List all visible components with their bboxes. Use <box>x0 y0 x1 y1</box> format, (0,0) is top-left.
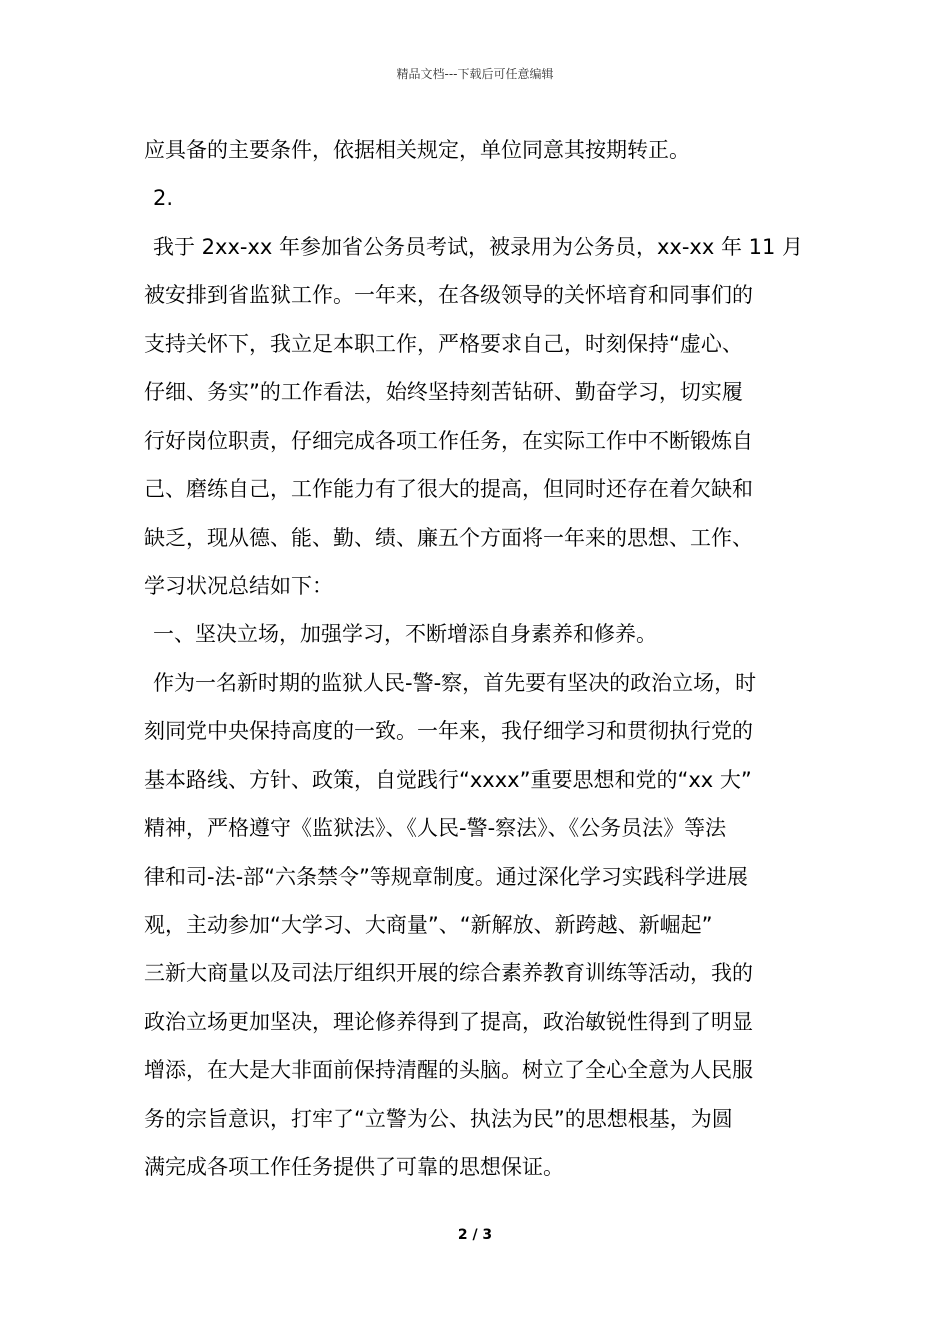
text-line-7: 行好岗位职责，仔细完成各项工作任务，在实际工作中不断锻炼自 <box>144 428 753 453</box>
text-line-12: 作为一名新时期的监狱人民-警-察，首先要有坚决的政治立场，时 <box>153 670 757 695</box>
page-number: 2 / 3 <box>457 1227 493 1243</box>
text-line-4: 被安排到省监狱工作。一年来，在各级领导的关怀培育和同事们的 <box>144 283 753 308</box>
text-line-1: 应具备的主要条件，依据相关规定，单位同意其按期转正。 <box>144 138 690 162</box>
text-line-15: 精神，严格遵守《监狱法》、《人民-警-察法》、《公务员法》等法 <box>144 816 727 841</box>
text-line-20: 增添，在大是大非面前保持清醒的头脑。树立了全心全意为人民服 <box>144 1058 753 1083</box>
text-line-10: 学习状况总结如下： <box>144 573 333 598</box>
text-line-22: 满完成各项工作任务提供了可靠的思想保证。 <box>144 1155 564 1180</box>
text-line-8: 己、磨练自己，工作能力有了很大的提高，但同时还存在着欠缺和 <box>144 477 753 502</box>
section-heading: 一、坚决立场，加强学习，不断增添自身素养和修养。 <box>153 622 657 647</box>
text-line-9: 缺乏，现从德、能、勤、绩、廉五个方面将一年来的思想、工作、 <box>144 525 753 550</box>
text-line-3: 我于 2xx-xx 年参加省公务员考试，被录用为公务员，xx-xx 年 11 月 <box>153 234 804 259</box>
document-body <box>144 126 812 1192</box>
text-line-2: 2. <box>153 186 174 211</box>
text-line-5: 支持关怀下，我立足本职工作，严格要求自己，时刻保持“虚心、 <box>144 331 743 356</box>
text-line-6: 仔细、务实”的工作看法，始终坚持刻苦钻研、勤奋学习，切实履 <box>144 380 743 405</box>
text-line-16: 律和司-法-部“六条禁令”等规章制度。通过深化学习实践科学进展 <box>144 864 748 889</box>
text-line-19: 政治立场更加坚决，理论修养得到了提高，政治敏锐性得到了明显 <box>144 1009 753 1034</box>
text-line-14: 基本路线、方针、政策，自觉践行“xxxx”重要思想和党的“xx 大” <box>144 767 752 792</box>
text-line-13: 刻同党中央保持高度的一致。一年来，我仔细学习和贯彻执行党的 <box>144 719 753 744</box>
text-line-18: 三新大商量以及司法厅组织开展的综合素养教育训练等活动，我的 <box>144 961 753 986</box>
text-line-21: 务的宗旨意识，打牢了“立警为公、执法为民”的思想根基，为圆 <box>144 1106 733 1131</box>
text-line-17: 观，主动参加“大学习、大商量”、“新解放、新跨越、新崛起” <box>144 913 713 937</box>
page-header: 精品文档---下载后可任意编辑 <box>396 67 554 81</box>
